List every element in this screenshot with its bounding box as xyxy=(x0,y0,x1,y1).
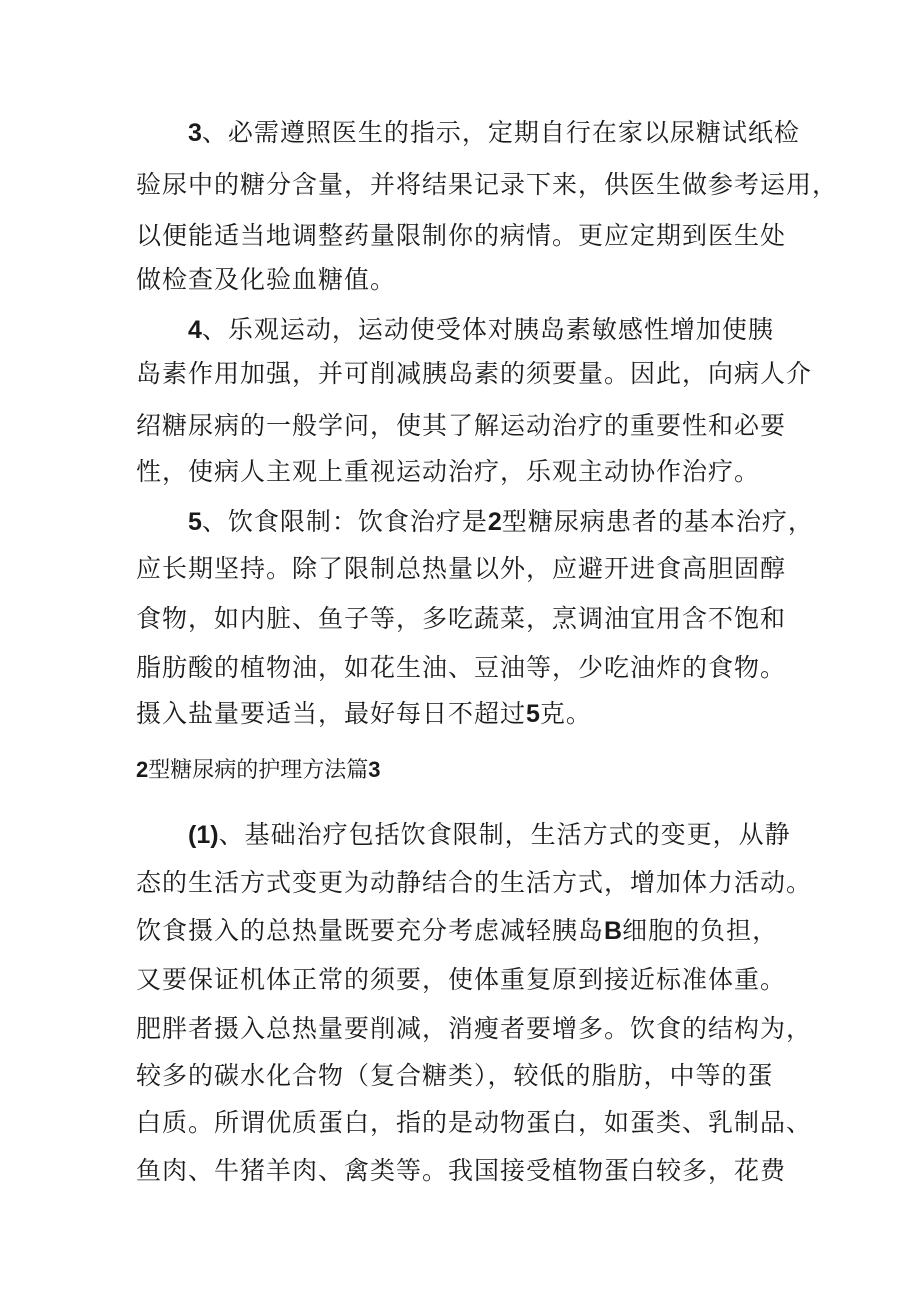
paragraph-2-line-1: 4、乐观运动，运动使受体对胰岛素敏感性增加使胰 xyxy=(188,315,774,344)
paragraph-3-line-4: 脂肪酸的植物油，如花生油、豆油等，少吃油炸的食物。 xyxy=(136,653,787,682)
paragraph-4-line-2: 态的生活方式变更为动静结合的生活方式，增加体力活动。 xyxy=(136,868,813,897)
paragraph-2-line-4: 性，使病人主观上重视运动治疗，乐观主动协作治疗。 xyxy=(136,457,761,486)
paragraph-1-line-1: 3、必需遵照医生的指示，定期自行在家以尿糖试纸检 xyxy=(188,118,800,147)
paragraph-4-line-4: 又要保证机体正常的须要，使体重复原到接近标准体重。 xyxy=(136,965,787,994)
paragraph-3-line-3: 食物，如内脏、鱼子等，多吃蔬菜，烹调油宜用含不饱和 xyxy=(136,604,787,633)
paragraph-4-line-5: 肥胖者摄入总热量要削减，消瘦者要增多。饮食的结构为， xyxy=(136,1014,813,1043)
paragraph-3-line-5: 摄入盐量要适当，最好每日不超过5克。 xyxy=(136,699,592,728)
paragraph-1-line-4: 做检查及化验血糖值。 xyxy=(136,265,397,294)
section-heading: 2型糖尿病的护理方法篇3 xyxy=(136,757,381,783)
paragraph-4-line-6: 较多的碳水化合物（复合糖类），较低的脂肪，中等的蛋 xyxy=(136,1061,774,1090)
paragraph-3-line-1: 5、饮食限制：饮食治疗是2型糖尿病患者的基本治疗， xyxy=(188,507,814,536)
paragraph-2-line-2: 岛素作用加强，并可削减胰岛素的须要量。因此，向病人介 xyxy=(136,359,813,388)
paragraph-1-line-2: 验尿中的糖分含量，并将结果记录下来，供医生做参考运用， xyxy=(136,170,839,199)
paragraph-4-line-3: 饮食摄入的总热量既要充分考虑减轻胰岛B细胞的负担， xyxy=(136,916,779,945)
paragraph-1-line-3: 以便能适当地调整药量限制你的病情。更应定期到医生处 xyxy=(136,221,787,250)
paragraph-4-line-7: 白质。所谓优质蛋白，指的是动物蛋白，如蛋类、乳制品、 xyxy=(136,1108,813,1137)
paragraph-3-line-2: 应长期坚持。除了限制总热量以外，应避开进食高胆固醇 xyxy=(136,554,787,583)
paragraph-4-line-1: (1)、基础治疗包括饮食限制，生活方式的变更，从静 xyxy=(188,820,791,849)
paragraph-2-line-3: 绍糖尿病的一般学问，使其了解运动治疗的重要性和必要 xyxy=(136,411,787,440)
paragraph-4-line-8: 鱼肉、牛猪羊肉、禽类等。我国接受植物蛋白较多，花费 xyxy=(136,1156,787,1185)
